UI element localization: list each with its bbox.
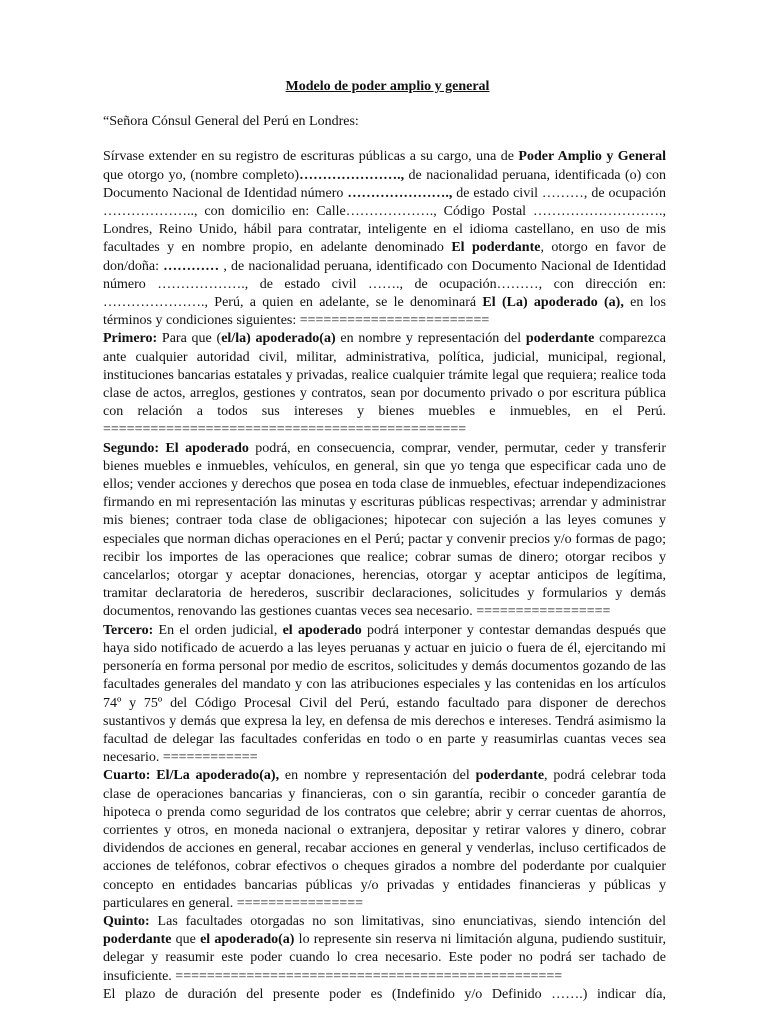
clause-segundo [103, 440, 666, 622]
poder-type: Poder Amplio y General [518, 149, 666, 165]
salutation: “Señora Cónsul General del Perú en Londres: [103, 114, 359, 130]
clause-text: en nombre y representación del [335, 331, 526, 347]
clause-label: Primero: [103, 331, 158, 347]
intro-text: de nacionalidad peruana, identificada (o) con Documento Nacional de Identidad número [103, 167, 667, 201]
apoderado-name-blank: ………… [163, 258, 220, 274]
clause-text: comparezca ante cualquier autoridad civil, militar, administrativa, política, judicial, municipal, regional, instituciones bancarias estatales y privadas, realice cualquier trámite legal que requiera; realice toda clase de actos, arreglos, gestiones y contratos, sean por documento privado o por escritura pública con relación a todos sus intereses y bienes muebles e inmuebles, en el Perú. ============================================== [103, 331, 666, 438]
clause-text: lo represente sin reserva ni limitación alguna, pudiendo sustituir, delegar y reasumir este poder cuando lo crea necesario. Este poder no podrá ser tachado de insuficiente. ================================================= [103, 932, 667, 984]
intro-paragraph [103, 148, 666, 330]
clause-label: Quinto: [103, 913, 150, 929]
clause-bold: poderdante [103, 932, 172, 948]
clause-label: Tercero: [103, 622, 154, 638]
clause-text: en nombre y representación del [279, 768, 476, 784]
apoderado-term: El (La) apoderado (a), [482, 295, 624, 311]
poderdante-term: El poderdante [451, 240, 541, 256]
clause-bold: poderdante [475, 768, 545, 784]
clause-text: , podrá celebrar toda clase de operaciones bancarias y financieras, con o sin garantía, recibir o conceder garantía de hipoteca o prenda como seguridad de los contratos que celebre; abrir y cerrar cuentas de ahorros, corrientes y otros, en moneda nacional o extranjera, depositar y retirar valores y dinero, cobrar dividendos de acciones en general, recabar acciones en general y venderlas, incluso certificados de acciones de teléfonos, cobrar efectivos o cheques girados a nombre del poderdante por cualquier concepto en entidades bancarias públicas y/o privadas y entidades financieras y públicas y particulares en general. ================ [103, 768, 666, 911]
clause-primero [103, 330, 666, 439]
name-blank: …………………., [299, 167, 405, 183]
plazo-paragraph: El plazo de duración del presente poder es (Indefinido y/o Definido …….) indicar día, [103, 986, 666, 1002]
clause-text: Para que ( [157, 331, 222, 347]
intro-text: que otorgo yo, (nombre completo) [103, 167, 300, 183]
clause-bold: el apoderado [282, 622, 362, 638]
clause-tercero [103, 622, 666, 768]
clause-label: Segundo: [103, 440, 160, 456]
intro-text: en los términos y condiciones siguientes: ======================== [103, 295, 667, 329]
document-page [103, 78, 666, 1004]
clause-label: Cuarto: [103, 768, 151, 784]
intro-text: , otorgo en favor de don/doña: [103, 240, 666, 274]
clause-bold: El/La apoderado(a), [150, 768, 280, 784]
dni-blank: …………………., [347, 185, 453, 201]
clause-text: En el orden judicial, [153, 622, 283, 638]
clause-text: Las facultades otorgadas no son limitativas, sino enunciativas, siendo intención del [149, 913, 666, 929]
clause-bold: poderdante [525, 331, 595, 347]
clause-cuarto [103, 767, 666, 913]
intro-text: Sírvase extender en su registro de escrituras públicas a su cargo, una de [103, 149, 519, 165]
clause-text: podrá, en consecuencia, comprar, vender, permutar, ceder y transferir bienes muebles e inmuebles, vehículos, en general, sin que yo tenga que especificar cada uno de ellos; vender acciones y derechos que posea en toda clase de inmuebles, efectuar independizaciones firmando en mi representación las minutas y escrituras públicas respectivas; arrendar y administrar mis bienes; contraer toda clase de obligaciones; hipotecar con sujeción a las leyes comunes y especiales que norman dichas operaciones en el Perú; pactar y convenir precios y/o formas de pago; recibir los importes de las operaciones que realice; cobrar sumas de dinero; otorgar recibos y cancelarlos; otorgar y aceptar donaciones, herencias, otorgar y aceptar anticipos de legítima, tramitar declaratoria de herederos, suscribir declaraciones, solicitudes y formularios y demás documentos, renovando las gestiones cuantas veces sea necesario. ================= [103, 440, 666, 620]
clause-quinto [103, 913, 666, 986]
clause-text: que [171, 932, 201, 948]
clause-text: podrá interponer y contestar demandas después que haya sido notificado de acuerdo a las leyes peruanas y actuar en juicio o fuera de él, ejercitando mi personería en forma personal por medio de escritos, solicitudes y demás documentos gozando de las facultades generales del mandato y con las atribuciones especiales y las contenidas en los artículos 74º y 75º del Código Procesal Civil del Perú, estando facultado para disponer de derechos sustantivos y demás que expresa la ley, en defensa de mis derechos e intereses. Tendrá asimismo la facultad de delegar las facultades conferidas en todo o en parte y reasumirlas cuantas veces sea necesario. ============ [103, 622, 666, 766]
intro-text: de estado civil ………, de ocupación ……………….., con domicilio en: Calle………………., Código Postal ………………………., Londres, Reino Unido, hábil para contratar, inteligente en el idioma castellano, en uso de mis facultades y en nombre propio, en adelante denominado [103, 185, 666, 256]
clause-bold: el/la) apoderado(a) [221, 331, 336, 347]
document-title: Modelo de poder amplio y general [285, 79, 490, 94]
clause-bold: El apoderado [159, 440, 249, 456]
clause-bold: el apoderado(a) [200, 932, 295, 948]
intro-text: , de nacionalidad peruana, identificado con Documento Nacional de Identidad número ………………., de estado civil ……., de ocupación………, con dirección en: …………………., Perú, a quien en adelante, se le denominará [103, 258, 666, 311]
